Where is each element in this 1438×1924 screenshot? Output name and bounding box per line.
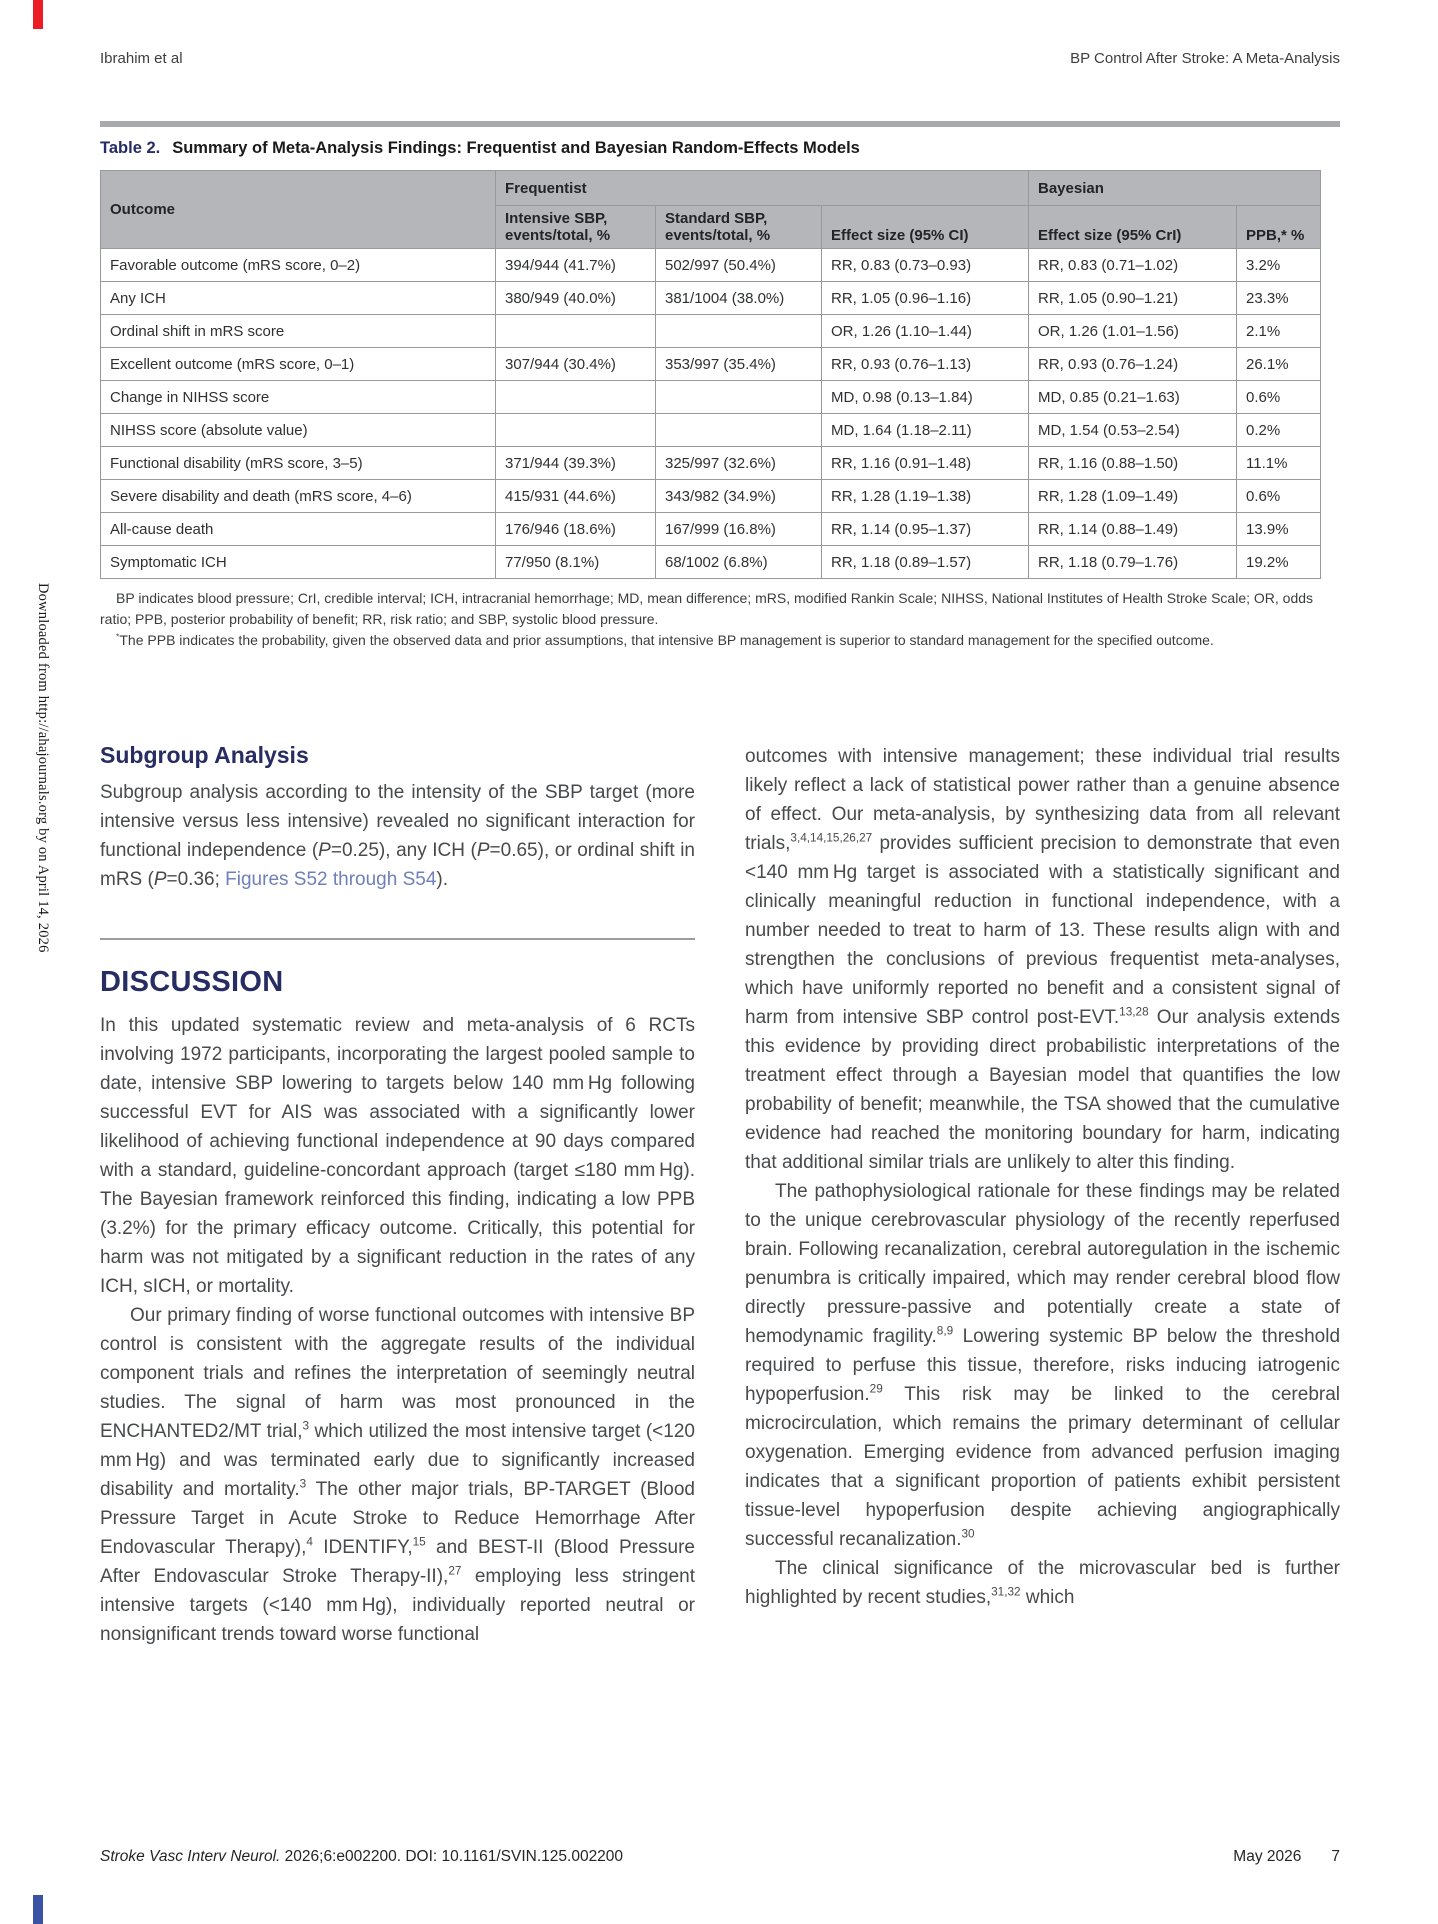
table-title-text: Summary of Meta-Analysis Findings: Frequentist and Bayesian Random-Effects Models xyxy=(172,139,860,157)
discussion-paragraph-5 xyxy=(745,1554,1340,1612)
subgroup-analysis-heading: Subgroup Analysis xyxy=(100,742,309,768)
reference-superscript: 29 xyxy=(869,1382,883,1396)
table-row xyxy=(101,546,1321,579)
table-2-section xyxy=(100,139,1340,651)
text-run: outcomes with intensive management; these individual trial results likely reflect a lack of statistical power rather than a genuine absence of effect. Our meta-analysis, by synthesizing data from all relevant trials, xyxy=(745,746,1340,854)
discussion-paragraph-4 xyxy=(745,1177,1340,1554)
header-rule xyxy=(100,121,1340,127)
value-cell: 371/944 (39.3%) xyxy=(496,447,656,480)
value-cell xyxy=(656,414,822,447)
value-cell: 307/944 (30.4%) xyxy=(496,348,656,381)
text-run: Our analysis extends this evidence by providing direct probabilistic interpretations of the treatment effect through a Bayesian model that quantifies the low probability of benefit; meanwhile, the TSA showed that the cumulative evidence had reached the monitoring boundary for harm, indicating that additional similar trials are unlikely to alter this finding. xyxy=(745,1007,1340,1173)
value-cell: 0.6% xyxy=(1237,480,1321,513)
value-cell: 19.2% xyxy=(1237,546,1321,579)
table-row xyxy=(101,414,1321,447)
column-header-effect-size-ci: Effect size (95% CI) xyxy=(822,206,1029,249)
text-run: In this updated systematic review and meta-analysis of 6 RCTs involving 1972 participants, incorporating the largest pooled sample to date, intensive SBP lowering to targets below 140 mm Hg following successful EVT for AIS was associated with a significantly lower likelihood of achieving functional independence at 90 days compared with a standard, guideline-concordant approach (target ≤180 mm Hg). The Bayesian framework reinforced this finding, indicating a low PPB (3.2%) for the primary efficacy outcome. Critically, this potential for harm was not mitigated by a significant reduction in the rates of any ICH, sICH, or mortality. xyxy=(100,1015,695,1297)
footer-journal-name: Stroke Vasc Interv Neurol. xyxy=(100,1848,281,1865)
text-run: Our primary finding of worse functional outcomes with intensive BP control is consistent with the aggregate results of the individual component trials and refines the interpretation of seemingly neutral studies. The signal of harm was most pronounced in the ENCHANTED2/MT trial, xyxy=(100,1305,695,1442)
section-divider xyxy=(100,938,695,940)
text-run: The pathophysiological rationale for these findings may be related to the unique cerebrovascular physiology of the recently reperfused brain. Following recanalization, cerebral autoregulation in the ischemic penumbra is critically impaired, which may render cerebral blood flow directly pressure-passive and potentially create a state of hemodynamic fragility. xyxy=(745,1181,1340,1347)
value-cell: RR, 1.05 (0.96–1.16) xyxy=(822,282,1029,315)
value-cell: 2.1% xyxy=(1237,315,1321,348)
value-cell: RR, 1.16 (0.91–1.48) xyxy=(822,447,1029,480)
value-cell: 77/950 (8.1%) xyxy=(496,546,656,579)
subgroup-paragraph xyxy=(100,778,695,894)
value-cell: 13.9% xyxy=(1237,513,1321,546)
value-cell: 415/931 (44.6%) xyxy=(496,480,656,513)
table-head xyxy=(101,171,1321,249)
value-cell: RR, 1.18 (0.89–1.57) xyxy=(822,546,1029,579)
text-run: The other major trials, BP-TARGET (Blood Pressure Target in Acute Stroke to Reduce Hemorrhage After Endovascular Therapy), xyxy=(100,1479,695,1558)
value-cell: 176/946 (18.6%) xyxy=(496,513,656,546)
text-run: provides sufficient precision to demonstrate that even <140 mm Hg target is associated with a statistically significant and clinically meaningful reduction in functional independence, with a number needed to treat to harm of 13. These results align with and strengthen the conclusions of previous frequentist meta-analyses, which have uniformly reported no benefit and a consistent signal of harm from intensive SBP control post-EVT. xyxy=(745,833,1340,1028)
reference-superscript: 27 xyxy=(448,1564,462,1578)
value-cell: RR, 0.83 (0.71–1.02) xyxy=(1029,249,1237,282)
value-cell: MD, 1.64 (1.18–2.11) xyxy=(822,414,1029,447)
column-header-standard-sbp: Standard SBP, events/total, % xyxy=(656,206,822,249)
value-cell: 502/997 (50.4%) xyxy=(656,249,822,282)
text-run: The clinical significance of the microvascular bed is further highlighted by recent studies, xyxy=(745,1558,1340,1608)
value-cell: RR, 1.05 (0.90–1.21) xyxy=(1029,282,1237,315)
page-footer xyxy=(100,1848,1340,1866)
value-cell: RR, 1.14 (0.88–1.49) xyxy=(1029,513,1237,546)
text-run: =0.25), any ICH ( xyxy=(330,840,477,861)
supplemental-figures-link[interactable]: Figures S52 through S54 xyxy=(225,869,437,890)
footer-citation-rest: 2026;6:e002200. DOI: 10.1161/SVIN.125.002200 xyxy=(280,1848,624,1865)
value-cell: RR, 1.18 (0.79–1.76) xyxy=(1029,546,1237,579)
text-run: and BEST-II (Blood Pressure After Endovascular Stroke Therapy-II), xyxy=(100,1537,695,1587)
reference-superscript: 4 xyxy=(306,1535,313,1549)
value-cell: RR, 0.93 (0.76–1.13) xyxy=(822,348,1029,381)
discussion-paragraph-1 xyxy=(100,1011,695,1301)
running-head-title: BP Control After Stroke: A Meta-Analysis xyxy=(1070,50,1340,67)
reference-superscript: 8,9 xyxy=(936,1324,954,1338)
value-cell xyxy=(496,315,656,348)
value-cell: 353/997 (35.4%) xyxy=(656,348,822,381)
footer-page-number: 7 xyxy=(1331,1848,1340,1865)
left-column xyxy=(100,742,695,1649)
value-cell: RR, 0.83 (0.73–0.93) xyxy=(822,249,1029,282)
footer-issue-info xyxy=(1203,1848,1340,1866)
value-cell: 0.2% xyxy=(1237,414,1321,447)
text-run: Subgroup analysis according to the intensity of the SBP target (more intensive versus less intensive) revealed no significant interaction for functional independence ( xyxy=(100,782,695,861)
value-cell: 3.2% xyxy=(1237,249,1321,282)
table-row xyxy=(101,249,1321,282)
table-row xyxy=(101,381,1321,414)
value-cell: OR, 1.26 (1.01–1.56) xyxy=(1029,315,1237,348)
registration-mark-red xyxy=(33,0,43,29)
column-header-intensive-sbp: Intensive SBP, events/total, % xyxy=(496,206,656,249)
footnote-ppb xyxy=(100,630,1340,651)
italic-text: P xyxy=(476,840,490,861)
value-cell: MD, 0.85 (0.21–1.63) xyxy=(1029,381,1237,414)
footer-date: May 2026 xyxy=(1233,1848,1302,1865)
reference-superscript: 3,4,14,15,26,27 xyxy=(790,831,873,845)
value-cell xyxy=(496,381,656,414)
right-column xyxy=(745,742,1340,1649)
value-cell: 11.1% xyxy=(1237,447,1321,480)
value-cell: OR, 1.26 (1.10–1.44) xyxy=(822,315,1029,348)
group-header-frequentist: Frequentist xyxy=(496,171,1029,206)
value-cell: 26.1% xyxy=(1237,348,1321,381)
meta-analysis-table xyxy=(100,170,1321,579)
italic-text: P xyxy=(318,840,331,861)
value-cell: RR, 1.16 (0.88–1.50) xyxy=(1029,447,1237,480)
download-stamp: Downloaded from http://ahajournals.org by on April 14, 2026 xyxy=(35,583,51,953)
text-run: The PPB indicates the probability, given the observed data and prior assumptions, that intensive BP management is superior to standard management for the specified outcome. xyxy=(119,632,1214,648)
value-cell: 381/1004 (38.0%) xyxy=(656,282,822,315)
value-cell: RR, 0.93 (0.76–1.24) xyxy=(1029,348,1237,381)
group-header-bayesian: Bayesian xyxy=(1029,171,1321,206)
italic-text: P xyxy=(153,869,167,890)
running-head-authors: Ibrahim et al xyxy=(100,50,183,67)
table-row xyxy=(101,513,1321,546)
outcome-cell: Severe disability and death (mRS score, 4–6) xyxy=(101,480,496,513)
footnote-abbreviations: BP indicates blood pressure; CrI, credible interval; ICH, intracranial hemorrhage; MD, mean difference; mRS, modified Rankin Scale; NIHSS, National Institutes of Health Stroke Scale; OR, odds ratio; PPB, posterior probability of benefit; RR, risk ratio; and SBP, systolic blood pressure. xyxy=(100,590,1314,627)
running-head xyxy=(100,50,1340,67)
value-cell: RR, 1.28 (1.09–1.49) xyxy=(1029,480,1237,513)
outcome-cell: Excellent outcome (mRS score, 0–1) xyxy=(101,348,496,381)
value-cell: MD, 1.54 (0.53–2.54) xyxy=(1029,414,1237,447)
value-cell xyxy=(496,414,656,447)
table-group-header-row xyxy=(101,171,1321,206)
table-title xyxy=(100,139,1340,158)
table-label: Table 2. xyxy=(100,139,161,157)
outcome-cell: Symptomatic ICH xyxy=(101,546,496,579)
discussion-paragraph-2 xyxy=(100,1301,695,1649)
registration-mark-blue xyxy=(33,1895,43,1924)
reference-superscript: 13,28 xyxy=(1119,1005,1149,1019)
value-cell: 0.6% xyxy=(1237,381,1321,414)
text-run: which xyxy=(1020,1587,1075,1608)
value-cell: 68/1002 (6.8%) xyxy=(656,546,822,579)
text-run: employing less stringent intensive targets (<140 mm Hg), individually reported neutral or nonsignificant trends toward worse functional xyxy=(100,1566,695,1645)
reference-superscript: 3 xyxy=(299,1477,307,1491)
body-columns xyxy=(100,742,1340,1649)
value-cell: 23.3% xyxy=(1237,282,1321,315)
value-cell: MD, 0.98 (0.13–1.84) xyxy=(822,381,1029,414)
value-cell: 394/944 (41.7%) xyxy=(496,249,656,282)
column-header-effect-size-cri: Effect size (95% CrI) xyxy=(1029,206,1237,249)
value-cell: 325/997 (32.6%) xyxy=(656,447,822,480)
column-header-outcome: Outcome xyxy=(101,171,496,249)
reference-superscript: * xyxy=(116,631,120,642)
text-run: ). xyxy=(436,869,449,890)
table-row xyxy=(101,348,1321,381)
outcome-cell: NIHSS score (absolute value) xyxy=(101,414,496,447)
text-run: IDENTIFY, xyxy=(312,1537,413,1558)
value-cell: 380/949 (40.0%) xyxy=(496,282,656,315)
text-run: This risk may be linked to the cerebral microcirculation, which remains the primary determinant of cellular oxygenation. Emerging evidence from advanced perfusion imaging indicates that a significant proportion of patients exhibit persistent tissue-level hypoperfusion despite achieving angiographically successful recanalization. xyxy=(745,1384,1340,1550)
value-cell xyxy=(656,381,822,414)
value-cell: 343/982 (34.9%) xyxy=(656,480,822,513)
text-run: =0.65), or ordinal shift in mRS ( xyxy=(100,840,695,890)
outcome-cell: Any ICH xyxy=(101,282,496,315)
outcome-cell: Functional disability (mRS score, 3–5) xyxy=(101,447,496,480)
value-cell xyxy=(656,315,822,348)
column-header-ppb: PPB,* % xyxy=(1237,206,1321,249)
table-row xyxy=(101,447,1321,480)
footer-citation xyxy=(100,1848,623,1866)
outcome-cell: Favorable outcome (mRS score, 0–2) xyxy=(101,249,496,282)
outcome-cell: Ordinal shift in mRS score xyxy=(101,315,496,348)
table-body xyxy=(101,249,1321,579)
table-footnotes xyxy=(100,588,1340,651)
outcome-cell: All-cause death xyxy=(101,513,496,546)
reference-superscript: 31,32 xyxy=(991,1585,1021,1599)
value-cell: 167/999 (16.8%) xyxy=(656,513,822,546)
discussion-paragraph-3 xyxy=(745,742,1340,1177)
reference-superscript: 3 xyxy=(302,1419,310,1433)
outcome-cell: Change in NIHSS score xyxy=(101,381,496,414)
text-run: which utilized the most intensive target (<120 mm Hg) and was terminated early due to significantly increased disability and mortality. xyxy=(100,1421,695,1500)
table-row xyxy=(101,480,1321,513)
text-run: =0.36; xyxy=(166,869,226,890)
discussion-heading: DISCUSSION xyxy=(100,966,284,998)
value-cell: RR, 1.28 (1.19–1.38) xyxy=(822,480,1029,513)
reference-superscript: 15 xyxy=(412,1535,426,1549)
text-run: Lowering systemic BP below the threshold required to perfuse this tissue, therefore, risks inducing iatrogenic hypoperfusion. xyxy=(745,1326,1341,1405)
value-cell: RR, 1.14 (0.95–1.37) xyxy=(822,513,1029,546)
table-row xyxy=(101,282,1321,315)
table-row xyxy=(101,315,1321,348)
reference-superscript: 30 xyxy=(961,1527,975,1541)
